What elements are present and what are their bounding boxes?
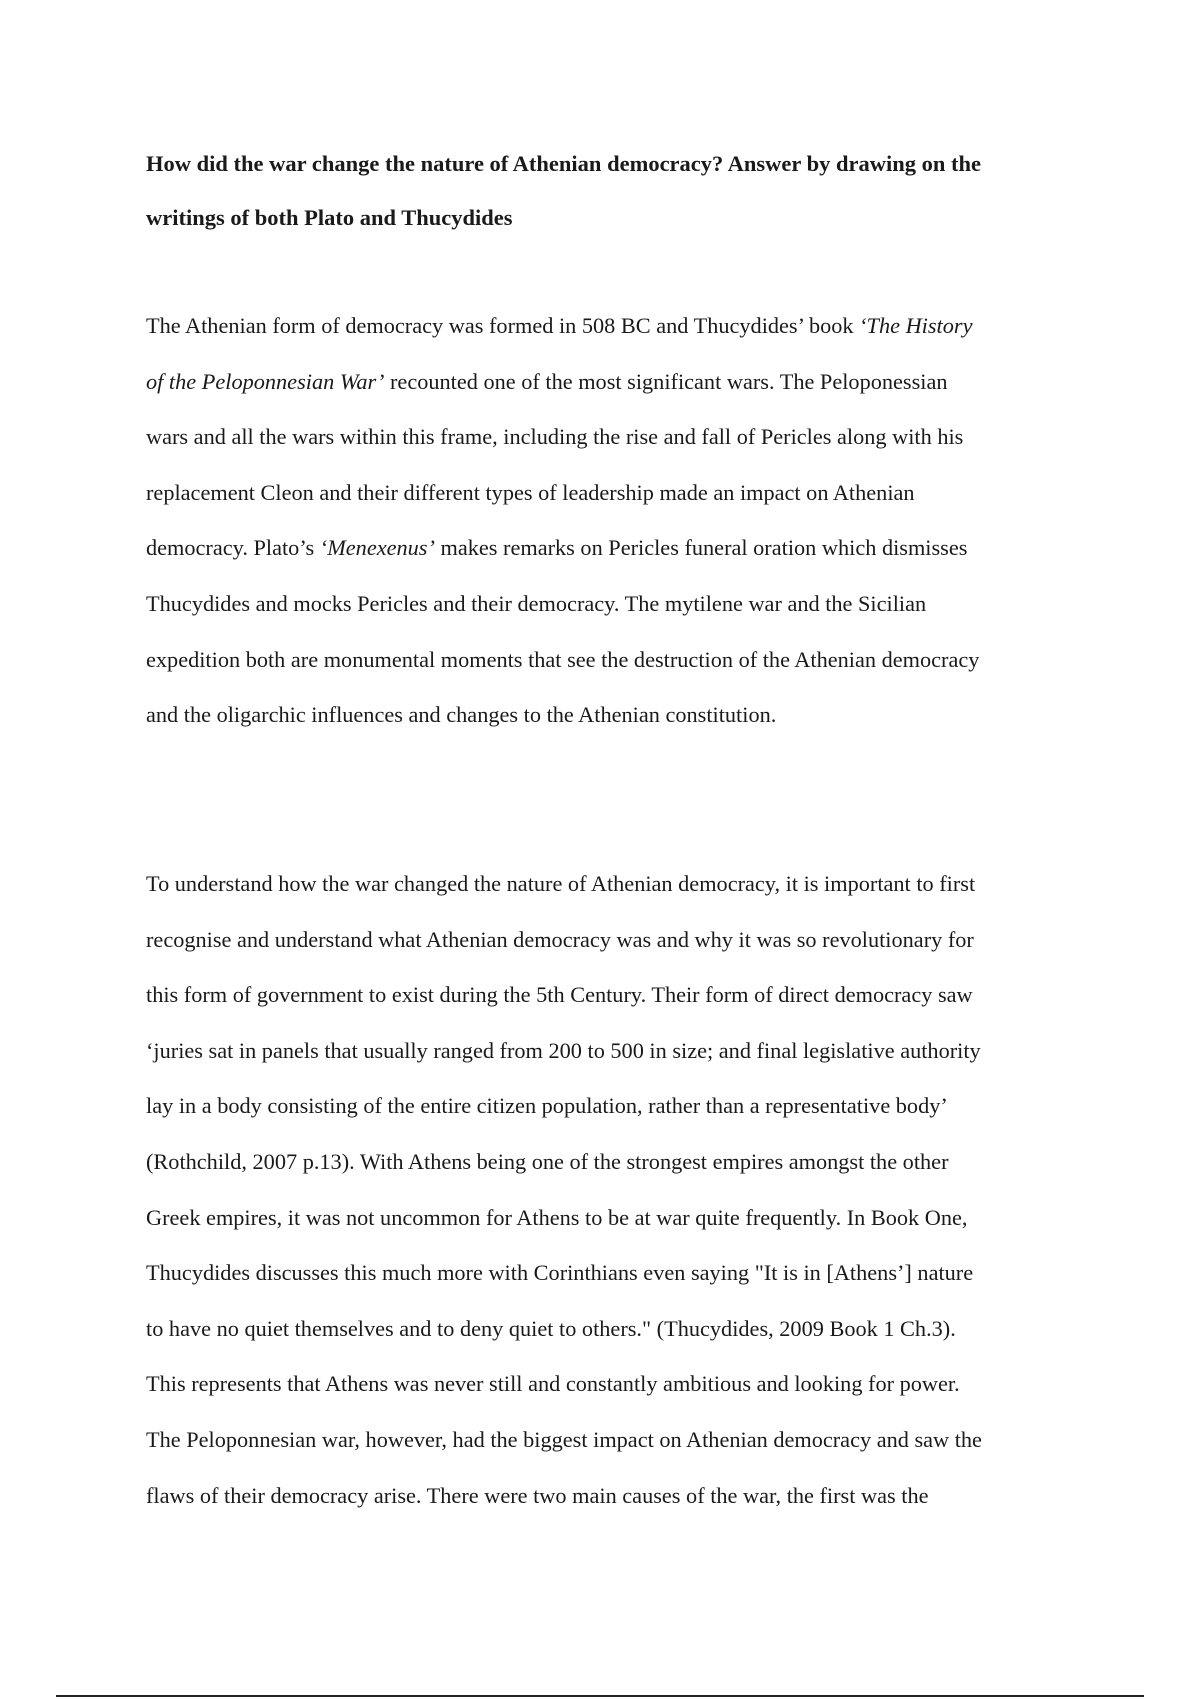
paragraph-line: recognise and understand what Athenian democracy was and why it was so revolutionary for (146, 926, 974, 952)
paragraph-line: To understand how the war changed the nature of Athenian democracy, it is important to first (146, 871, 976, 896)
paragraph-line: wars and all the wars within this frame, including the rise and fall of Pericles along with his (146, 424, 964, 450)
text-run: makes remarks on Pericles funeral oration which dismisses (434, 535, 968, 561)
book-title-italic: ‘The History (859, 313, 973, 338)
text-run: recounted one of the most significant wars. The Peloponessian (384, 368, 948, 394)
paragraph-line: Thucydides and mocks Pericles and their democracy. The mytilene war and the Sicilian (146, 590, 927, 616)
paragraph-line: flaws of their democracy arise. There were two main causes of the war, the first was the (146, 1482, 929, 1508)
paragraph-line: Greek empires, it was not uncommon for Athens to be at war quite frequently. In Book One, (146, 1204, 968, 1230)
book-title-italic: of the Peloponnesian War’ (146, 368, 385, 394)
paragraph-line: and the oligarchic influences and changes to the Athenian constitution. (146, 702, 777, 728)
paragraph-line: Thucydides discusses this much more with Corinthians even saying "It is in [Athens’] nature (146, 1260, 974, 1286)
essay-question-heading (146, 137, 1076, 245)
paragraph-line: expedition both are monumental moments that see the destruction of the Athenian democracy (146, 646, 980, 672)
paragraph-line: this form of government to exist during the 5th Century. Their form of direct democracy saw (146, 982, 973, 1008)
paragraph-line: replacement Cleon and their different types of leadership made an impact on Athenian (146, 479, 915, 505)
text-run: democracy. Plato’s (146, 535, 320, 561)
paragraph-line: lay in a body consisting of the entire citizen population, rather than a representative body’ (146, 1093, 948, 1119)
question-line: How did the war change the nature of Athenian democracy? Answer by drawing on the (146, 151, 982, 176)
paragraph-line (146, 298, 1076, 354)
paragraph-line: ‘juries sat in panels that usually ranged from 200 to 500 in size; and final legislative authority (146, 1037, 981, 1063)
text-run: The Athenian form of democracy was formed in 508 BC and Thucydides’ book (146, 313, 860, 338)
book-title-italic: ‘Menexenus’ (319, 535, 435, 561)
paragraph-line: (Rothchild, 2007 p.13). With Athens being one of the strongest empires amongst the other (146, 1148, 949, 1174)
introduction-paragraph (146, 298, 1076, 743)
question-line: writings of both Plato and Thucydides (146, 205, 513, 230)
body-paragraph (146, 856, 1076, 1523)
paragraph-line (146, 520, 1076, 576)
paragraph-line: This represents that Athens was never still and constantly ambitious and looking for power. (146, 1371, 960, 1397)
paragraph-line (146, 354, 1076, 410)
paragraph-line: to have no quiet themselves and to deny quiet to others." (Thucydides, 2009 Book 1 Ch.3). (146, 1315, 956, 1341)
page-bottom-rule (56, 1695, 1144, 1697)
paragraph-line: The Peloponnesian war, however, had the biggest impact on Athenian democracy and saw the (146, 1426, 982, 1452)
